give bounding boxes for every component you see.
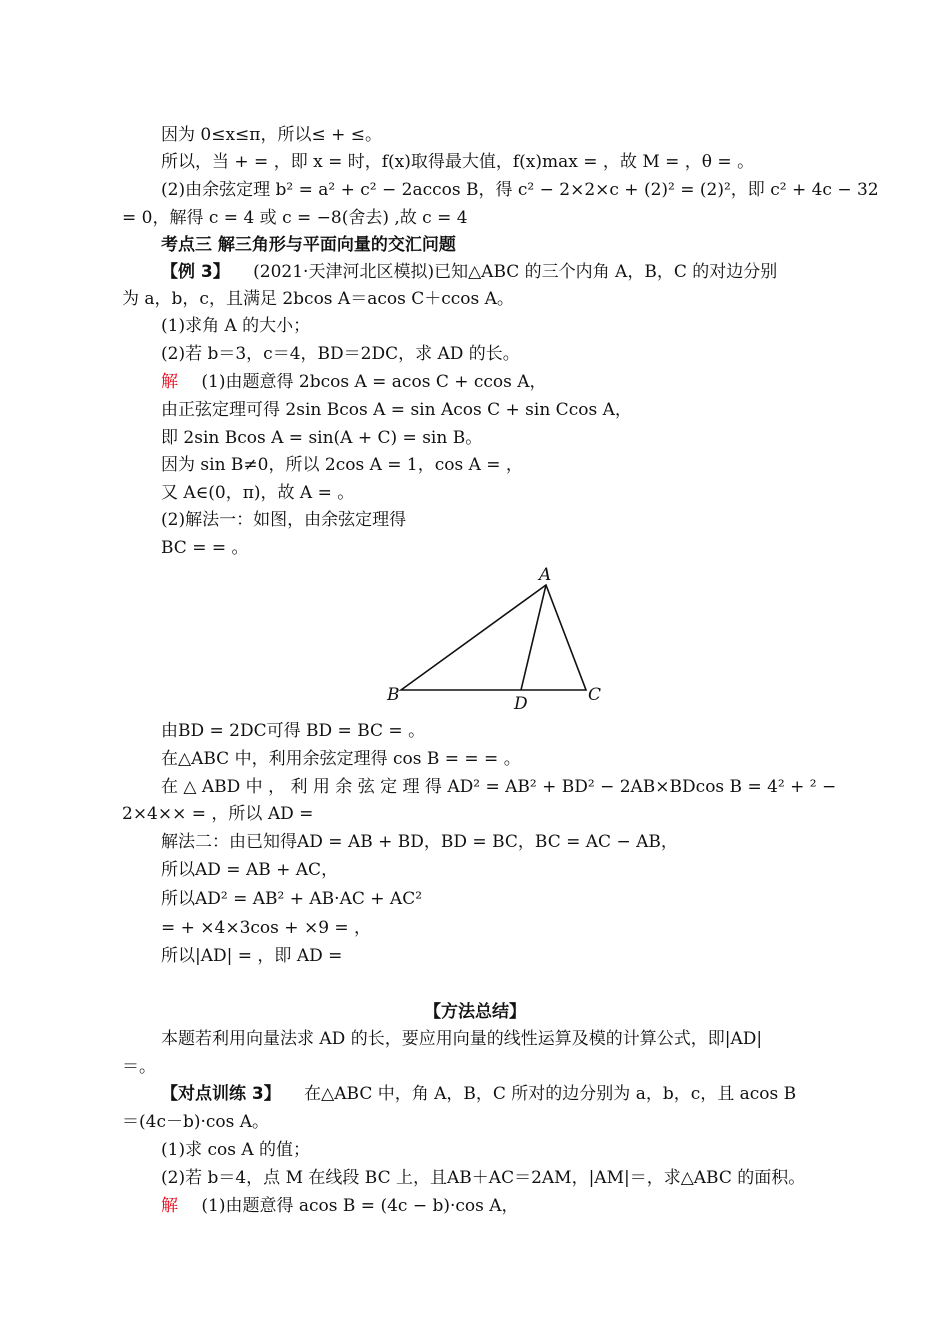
example-line (161, 260, 777, 284)
text-line: = + ×4×3cos + ×9 = ， (161, 918, 372, 938)
method-summary-heading: 【方法总结】 (424, 1002, 526, 1022)
text-line: 在 △ ABD 中 ， 利 用 余 弦 定 理 得 AD² = AB² + BD² − 2AB×BDcos B = 4² + ² − (161, 777, 837, 797)
text-line: 因为 sin B≠0，所以 2cos A = 1，cos A = ， (161, 455, 523, 475)
training-text: 在△ABC 中，角 A，B，C 所对的边分别为 a，b，c，且 acos B (304, 1084, 797, 1104)
triangle-figure (0, 560, 950, 720)
solution-line (161, 1194, 519, 1218)
training-label: 【对点训练 3】 (161, 1084, 281, 1104)
text-line: (2)解法一：如图，由余弦定理得 (161, 510, 407, 530)
label-b: B (387, 685, 400, 705)
label-a: A (539, 565, 552, 585)
text-line: 2×4×× = ，所以 AD = (122, 804, 314, 824)
text-line: ＝。 (122, 1057, 156, 1077)
text-line: (1)求 cos A 的值； (161, 1140, 311, 1160)
text-line: 所以，当 + = ，即 x = 时，f(x)取得最大值，f(x)max = ，故 M = ，θ = 。 (161, 152, 755, 172)
text-line: 所以|AD| = ，即 AD = (161, 946, 343, 966)
text-line: BC = = 。 (161, 538, 249, 558)
text-line: 所以AD² = AB² + AB·AC + AC² (161, 889, 423, 909)
text-line: 即 2sin Bcos A = sin(A + C) = sin B。 (161, 428, 483, 448)
example-text: (2021·天津河北区模拟)已知△ABC 的三个内角 A，B，C 的对边分别 (253, 262, 778, 282)
label-d: D (514, 694, 528, 714)
section-heading: 考点三 解三角形与平面向量的交汇问题 (161, 235, 456, 255)
solution-label: 解 (161, 1196, 178, 1216)
text-line: 因为 0≤x≤π，所以≤ + ≤。 (161, 125, 383, 145)
example-label: 【例 3】 (161, 262, 230, 282)
text-line: 为 a，b，c，且满足 2bcos A＝acos C＋ccos A。 (122, 289, 514, 309)
text-line: 在△ABC 中，利用余弦定理得 cos B = = = 。 (161, 749, 521, 769)
text-line: = 0，解得 c = 4 或 c = −8(舍去) ,故 c = 4 (122, 208, 468, 228)
solution-line (161, 370, 547, 394)
label-c: C (588, 685, 602, 705)
text-line: 所以AD = AB + AC， (161, 860, 339, 880)
text-line: 又 A∈(0，π)，故 A = 。 (161, 483, 355, 503)
solution-text: (1)由题意得 2bcos A = acos C + ccos A， (201, 372, 547, 392)
training-line (161, 1082, 796, 1106)
text-line: (2)由余弦定理 b² = a² + c² − 2accos B，得 c² − 2×2×c + (2)² = (2)²，即 c² + 4c − 32 (161, 180, 879, 200)
triangle-abc (401, 585, 586, 690)
solution-text: (1)由题意得 acos B = (4c − b)·cos A， (201, 1196, 519, 1216)
text-line: 由BD = 2DC可得 BD = BC = 。 (161, 721, 426, 741)
text-line: (1)求角 A 的大小； (161, 316, 311, 336)
text-line: 由正弦定理可得 2sin Bcos A = sin Acos C + sin Ccos A， (161, 400, 632, 420)
text-line: 解法二：由已知得AD = AB + BD，BD = BC，BC = AC − AB， (161, 832, 678, 852)
solution-label: 解 (161, 372, 178, 392)
text-line: 本题若利用向量法求 AD 的长，要应用向量的线性运算及模的计算公式，即|AD| (161, 1029, 763, 1049)
text-line: (2)若 b＝3，c＝4，BD＝2DC，求 AD 的长。 (161, 344, 520, 364)
text-line: ＝(4c－b)·cos A。 (122, 1112, 270, 1132)
text-line: (2)若 b＝4，点 M 在线段 BC 上，且AB＋AC＝2AM，|AM|＝，求△ABC 的面积。 (161, 1168, 806, 1188)
